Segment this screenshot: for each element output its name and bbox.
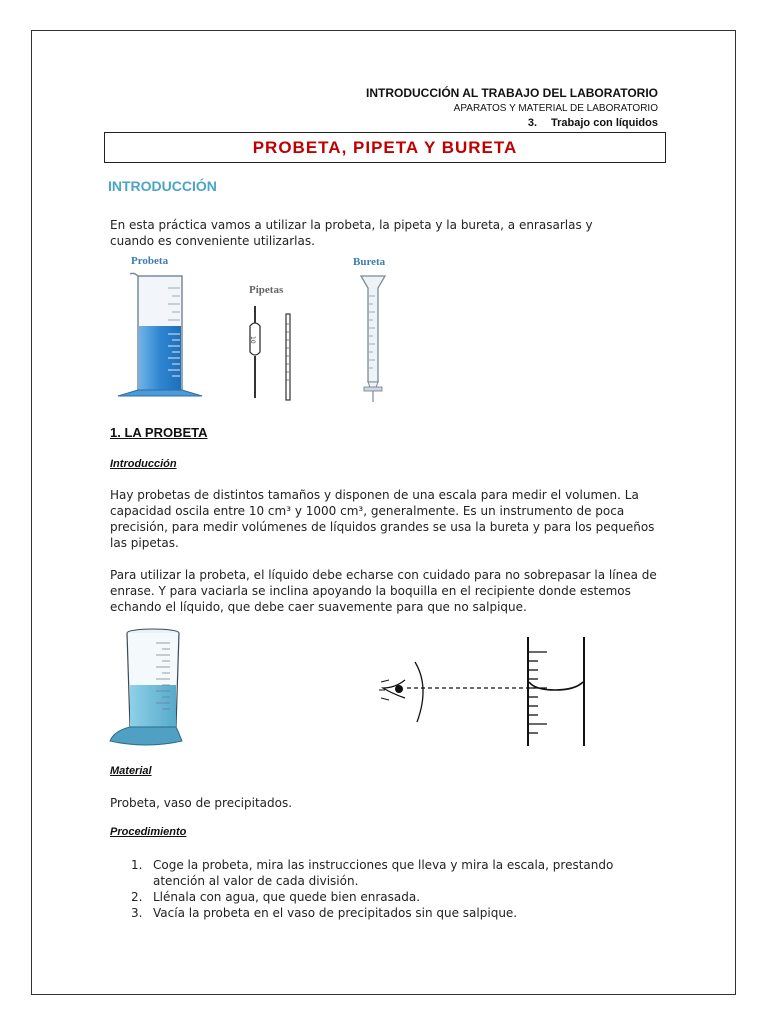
step-text: Coge la probeta, mira las instrucciones que lleva y mira la escala, prestando atención al valor de cada división. xyxy=(153,858,614,888)
meniscus-reading-diagram xyxy=(375,632,595,752)
section-heading-probeta: 1. LA PROBETA xyxy=(110,425,208,440)
step-number: 3. xyxy=(131,906,143,920)
procedure-step xyxy=(131,857,651,889)
pipettes-illustration xyxy=(238,300,298,405)
procedure-steps-list xyxy=(131,857,651,921)
burette-illustration xyxy=(355,272,395,407)
header-course-title: INTRODUCCIÓN AL TRABAJO DEL LABORATORIO xyxy=(365,86,658,100)
procedure-step xyxy=(131,889,651,905)
document-title-box xyxy=(104,132,666,163)
subheading-introduccion: Introducción xyxy=(110,458,177,470)
material-text: Probeta, vaso de precipitados. xyxy=(110,796,293,810)
document-title: PROBETA, PIPETA Y BURETA xyxy=(252,137,518,157)
probeta-intro-paragraph: Hay probetas de distintos tamaños y disponen de una escala para medir el volumen. La capacidad oscila entre 10 cm³ y 1000 cm³, generalmente. Es un instrumento de poca precisión, para medir volúmenes de líquidos grandes se usa la bureta y para los pequeños las pipetas. xyxy=(110,488,655,550)
label-probeta: Probeta xyxy=(131,255,169,267)
header-section xyxy=(528,117,658,129)
probeta-usage-paragraph: Para utilizar la probeta, el líquido debe echarse con cuidado para no sobrepasar la línea de enrase. Y para vaciarla se inclina apoyando la boquilla en el recipiente donde estemos echando el líquido, que debe caer suavemente para que no salpique. xyxy=(110,568,657,614)
subheading-material: Material xyxy=(110,765,152,777)
graduated-cylinder-illustration xyxy=(108,270,218,405)
cylinder-with-water-illustration xyxy=(106,627,186,752)
step-text: Vacía la probeta en el vaso de precipitados sin que salpique. xyxy=(153,906,518,920)
subheading-procedimiento: Procedimiento xyxy=(110,826,187,838)
intro-paragraph: En esta práctica vamos a utilizar la probeta, la pipeta y la bureta, a enrasarlas y cuando es conveniente utilizarlas. xyxy=(110,218,593,248)
step-text: Llénala con agua, que quede bien enrasada. xyxy=(153,890,421,904)
header-section-label: Trabajo con líquidos xyxy=(551,117,658,129)
intro-heading: INTRODUCCIÓN xyxy=(108,178,217,194)
header-section-number: 3. xyxy=(527,117,538,129)
header-unit-title: APARATOS Y MATERIAL DE LABORATORIO xyxy=(453,103,658,114)
label-bureta: Bureta xyxy=(353,256,386,268)
step-number: 2. xyxy=(131,890,143,904)
pipette-volume-mark: 10 xyxy=(249,336,256,344)
label-pipetas: Pipetas xyxy=(249,284,284,296)
procedure-step xyxy=(131,905,651,921)
step-number: 1. xyxy=(131,858,143,872)
